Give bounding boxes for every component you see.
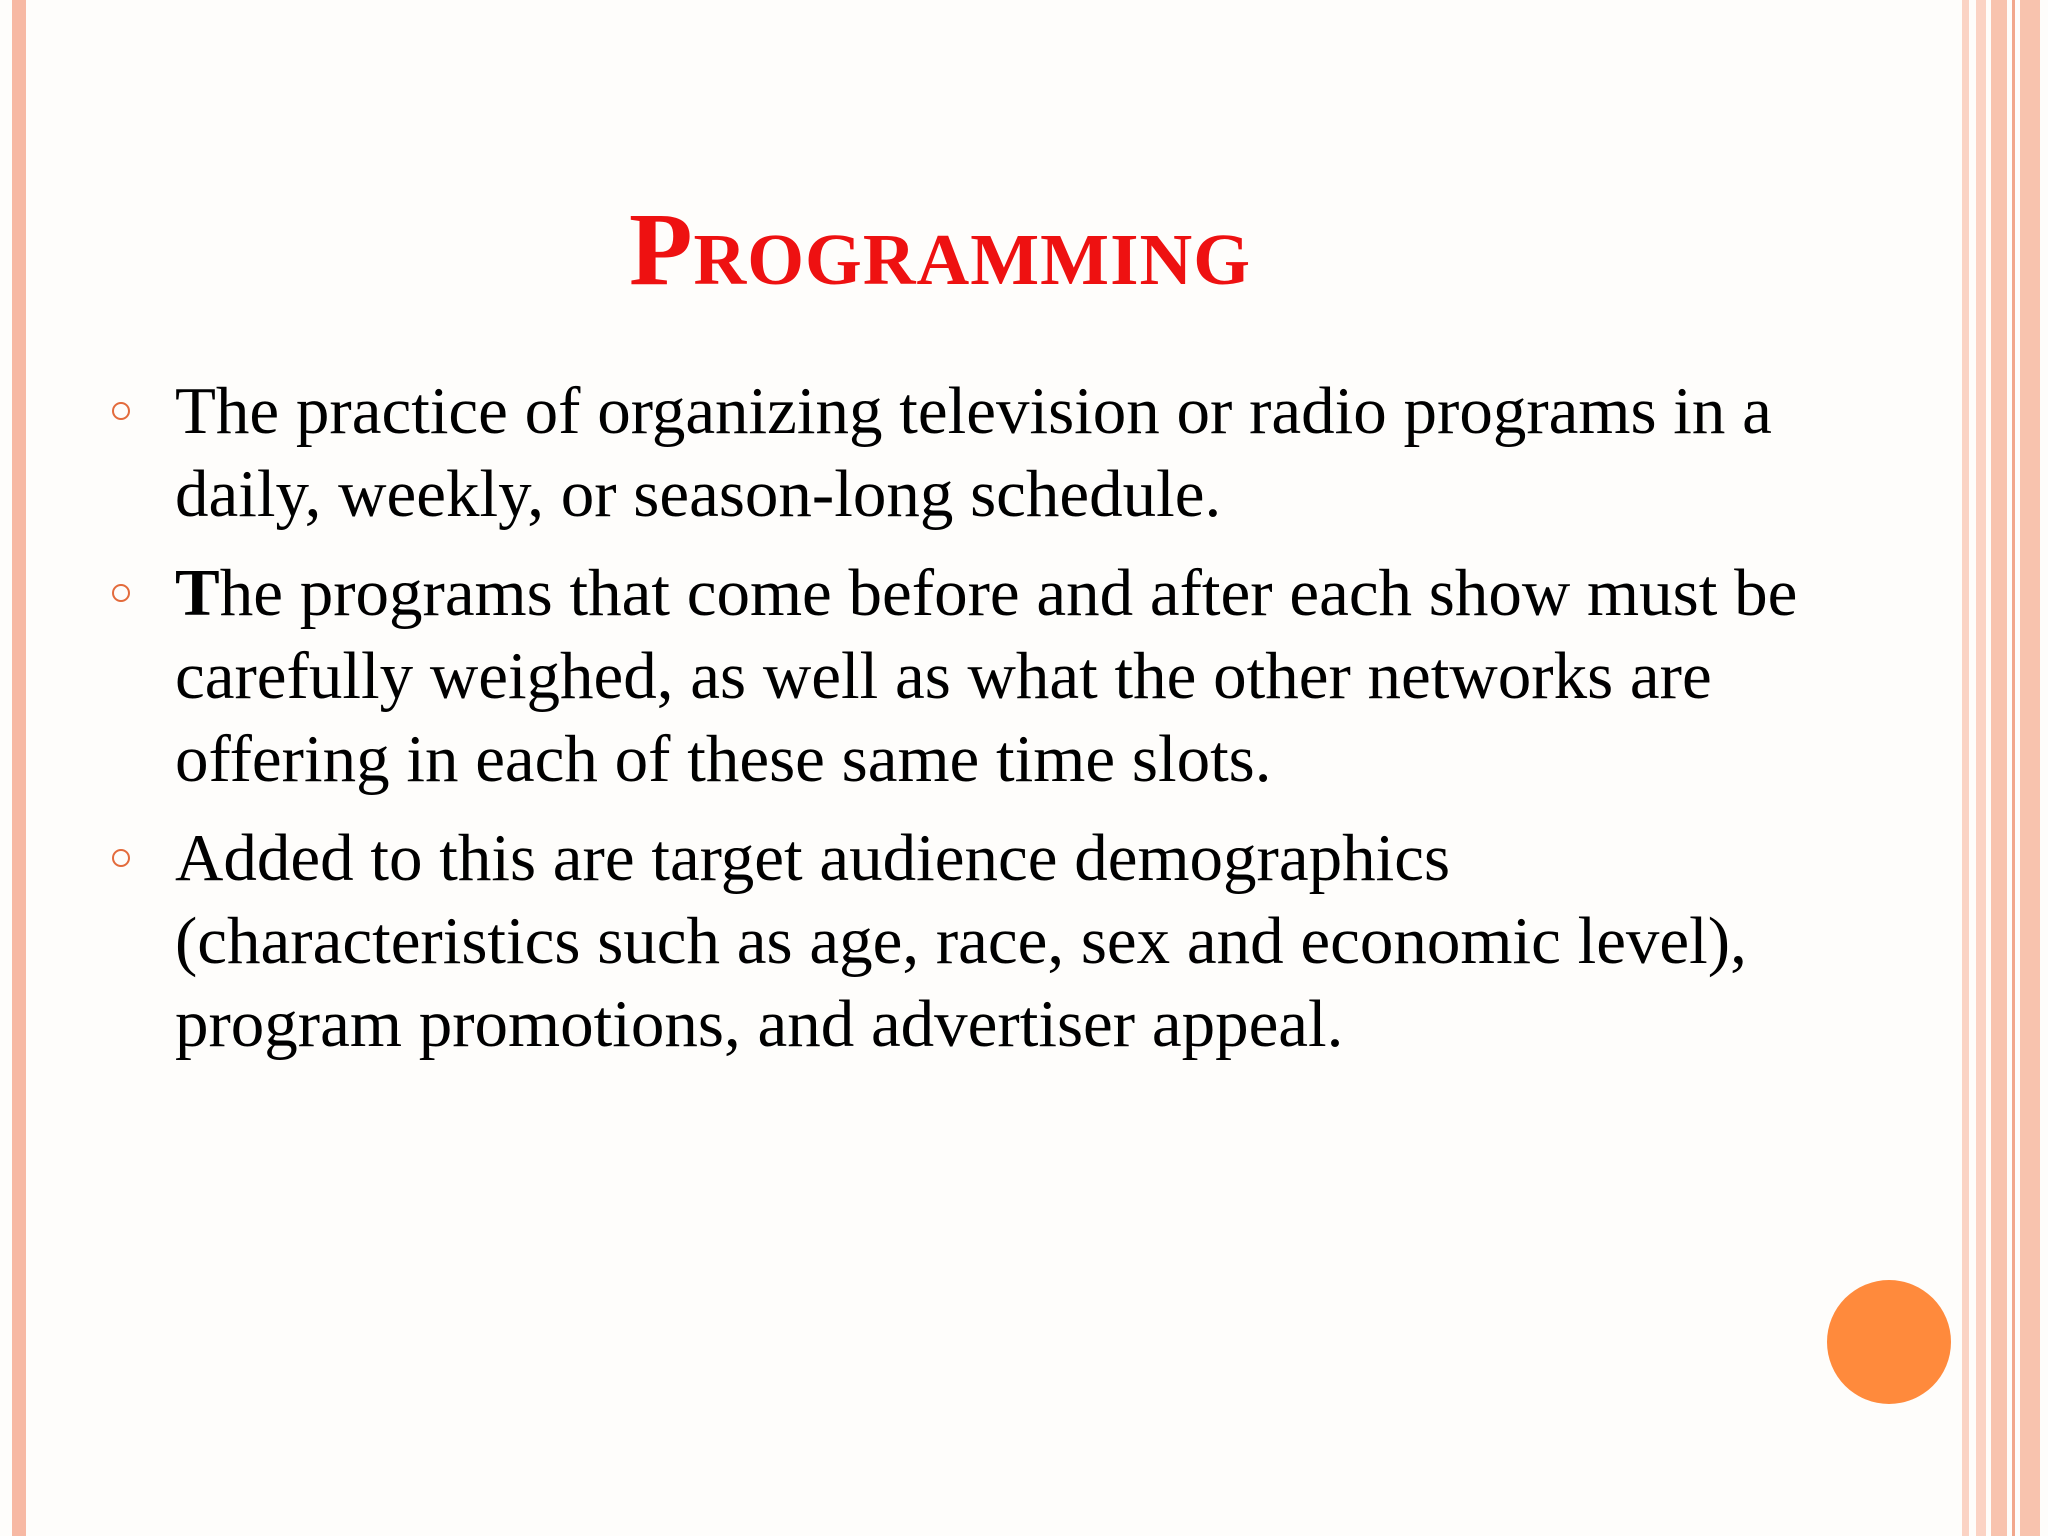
bullet-lead-letter: T bbox=[175, 556, 220, 630]
right-border-strip bbox=[1991, 0, 2007, 1536]
right-border-strip bbox=[2020, 0, 2040, 1536]
bullet-text: he programs that come before and after each show must be carefully weighed, as well as what the other networks are offering in each of these same time slots. bbox=[175, 556, 1798, 796]
hollow-circle-bullet-icon bbox=[112, 402, 130, 420]
hollow-circle-bullet-icon bbox=[112, 849, 130, 867]
bullet-text: Added to this are target audience demographics (characteristics such as age, race, sex and economic level), program promotions, and advertiser appeal. bbox=[175, 821, 1747, 1061]
right-border-strip bbox=[1976, 0, 1986, 1536]
bullet-item bbox=[100, 370, 1800, 536]
bullet-item bbox=[100, 817, 1800, 1066]
bullet-item bbox=[100, 552, 1800, 801]
right-border-strip bbox=[2012, 0, 2015, 1536]
bullet-text: The practice of organizing television or radio programs in a daily, weekly, or season-long schedule. bbox=[175, 374, 1772, 531]
orange-circle-icon bbox=[1827, 1280, 1951, 1404]
slide-title: Programming bbox=[629, 192, 1251, 307]
right-border-strip bbox=[1962, 0, 1969, 1536]
bullet-list bbox=[100, 370, 1800, 1082]
hollow-circle-bullet-icon bbox=[112, 584, 130, 602]
